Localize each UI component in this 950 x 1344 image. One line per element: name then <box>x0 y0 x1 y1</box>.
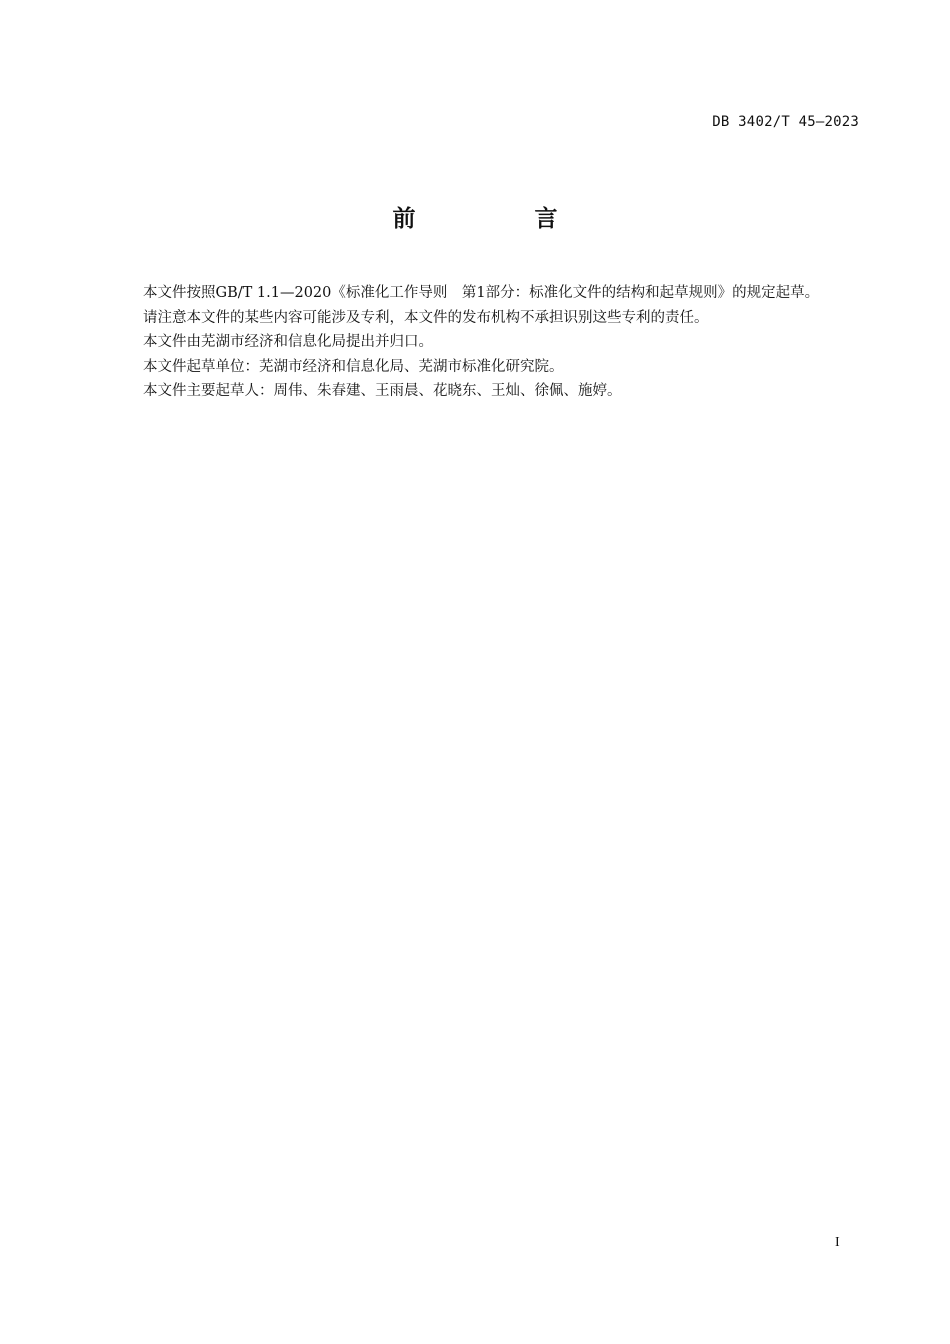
paragraph-drafting-rules: 本文件按照GB/T 1.1—2020《标准化工作导则 第1部分：标准化文件的结构和起草规则》的规定起草。 <box>143 285 820 301</box>
paragraph-drafters: 本文件主要起草人：周伟、朱春建、王雨晨、花晓东、王灿、徐佩、施婷。 <box>143 383 622 399</box>
foreword-body <box>114 281 860 404</box>
page-number: I <box>835 1235 840 1250</box>
paragraph-patent-notice: 请注意本文件的某些内容可能涉及专利，本文件的发布机构不承担识别这些专利的责任。 <box>143 309 709 326</box>
paragraph-drafting-units: 本文件起草单位：芜湖市经济和信息化局、芜湖市标准化研究院。 <box>143 358 564 375</box>
paragraph-proposer: 本文件由芜湖市经济和信息化局提出并归口。 <box>143 334 433 350</box>
page-title: 前 言 <box>392 206 606 232</box>
standard-code: DB 3402/T 45—2023 <box>712 114 859 130</box>
